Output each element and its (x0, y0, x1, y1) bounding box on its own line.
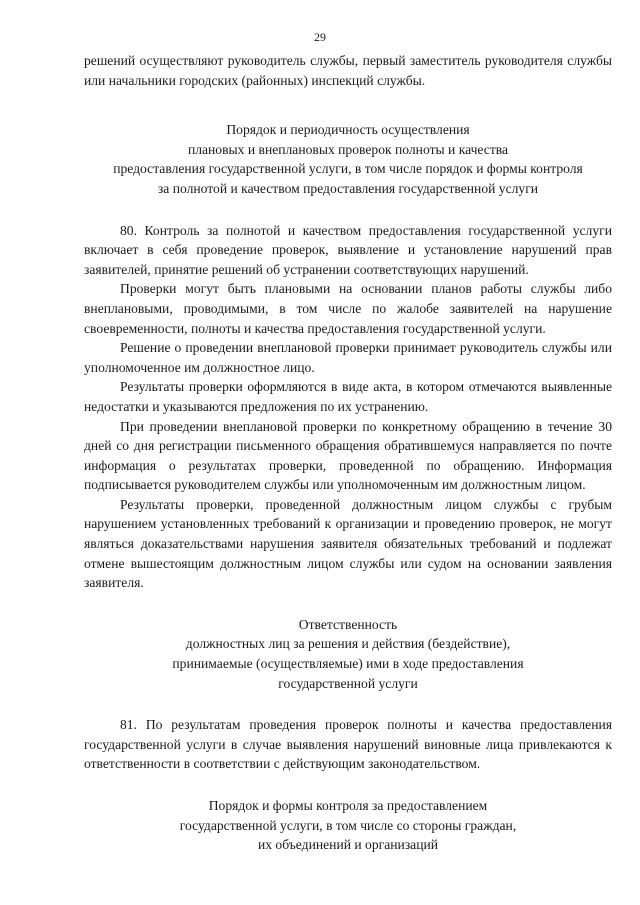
paragraph-80-intro: 80. Контроль за полнотой и качеством предоставления государственной услуги включает в себя проведение проверок, выявление и установление нарушений прав заявителей, принятие решений об устранении соответствующих нарушений. (84, 222, 612, 277)
section-heading-responsibility (84, 615, 612, 693)
heading-line: Порядок и формы контроля за предоставлением (208, 798, 488, 813)
page-content (84, 51, 612, 855)
heading-line: государственной услуги, в том числе со стороны граждан, (179, 817, 517, 833)
section-heading-control-procedure (84, 120, 612, 198)
paragraph-inspection-types: Проверки могут быть плановыми на основании планов работы службы либо внеплановыми, проводимыми, в том числе по жалобе заявителей на нарушение своевременности, полноты и качества предоставления государственной услуги. (84, 281, 612, 336)
paragraph-appeal-inspection: При проведении внеплановой проверки по конкретному обращению в течение 30 дней со дня регистрации письменного обращения обратившемуся направляется по почте информация о результатах проверки, проведенной по обращению. Информация подписывается руководителем службы или уполномоченным им должностным лицом. (84, 418, 612, 493)
heading-line: плановых и внеплановых проверок полноты и качества (187, 141, 509, 157)
paragraph-inspection-act: Результаты проверки оформляются в виде акта, в котором отмечаются выявленные недостатки и указываются предложения по их устранению. (84, 379, 612, 414)
spacer (84, 90, 612, 120)
page-number: 29 (314, 30, 326, 44)
spacer (84, 593, 612, 615)
heading-line: должностных лиц за решения и действия (бездействие), (185, 636, 511, 652)
spacer (84, 774, 612, 796)
heading-line: за полнотой и качеством предоставления государственной услуги (157, 180, 539, 196)
heading-line: Порядок и периодичность осуществления (226, 122, 470, 138)
paragraph-invalid-results: Результаты проверки, проведенной должностным лицом службы с грубым нарушением установленных требований к организации и проведению проверок, не могут являться доказательствами нарушения заявителя обязательных требований и подлежат отмене вышестоящим должностным лицом службы или судом на основании заявления заявителя. (84, 496, 612, 591)
heading-line: их объединений и организаций (257, 837, 439, 853)
section-81 (84, 715, 612, 774)
spacer (84, 199, 612, 221)
spacer (84, 693, 612, 715)
heading-line: Ответственность (298, 616, 398, 632)
heading-line: государственной услуги (278, 675, 418, 691)
paragraph-81: 81. По результатам проведения проверок полноты и качества предоставления государственной услуги в случае выявления нарушений виновные лица привлекаются к ответственности в соответствии с действующим законодательством. (84, 717, 612, 772)
intro-paragraph: решений осуществляют руководитель службы, первый заместитель руководителя службы или начальники городских (районных) инспекций службы. (84, 53, 612, 88)
paragraph-unscheduled-decision: Решение о проведении внеплановой проверки принимает руководитель службы или уполномоченное им должностное лицо. (84, 340, 612, 375)
section-80 (84, 221, 612, 593)
heading-line: принимаемые (осуществляемые) ими в ходе предоставления (172, 656, 524, 672)
section-heading-public-control (84, 796, 612, 855)
heading-line: предоставления государственной услуги, в том числе порядок и формы контроля (113, 161, 583, 177)
